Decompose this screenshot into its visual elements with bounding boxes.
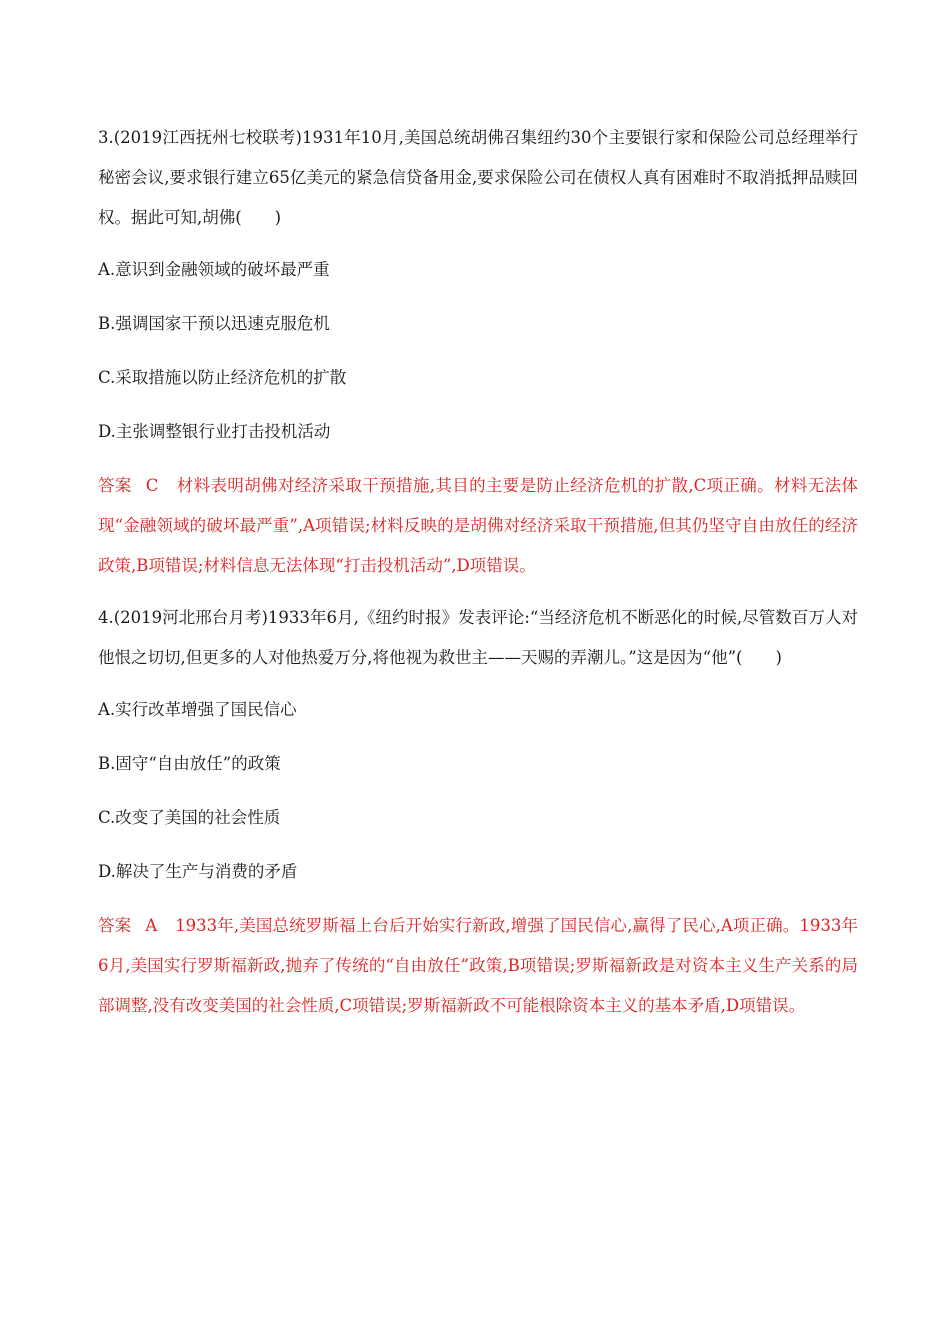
option-b: B.固守“自由放任”的政策 (98, 754, 281, 773)
answer-explanation (98, 466, 858, 586)
option-d: D.主张调整银行业打击投机活动 (98, 422, 331, 441)
answer-text: 1933年,美国总统罗斯福上台后开始实行新政,增强了国民信心,赢得了民心,A项正确。1933年6月,美国实行罗斯福新政,抛弃了传统的“自由放任”政策,B项错误;罗斯福新政是对资本主义生产关系的局部调整,没有改变美国的社会性质,C项错误;罗斯福新政不可能根除资本主义的基本矛盾,D项错误。 (98, 916, 858, 1015)
answer-label: 答案 (98, 916, 132, 935)
option-c: C.采取措施以防止经济危机的扩散 (98, 368, 347, 387)
question-stem: 4.(2019河北邢台月考)1933年6月,《纽约时报》发表评论:“当经济危机不断恶化的时候,尽管数百万人对他恨之切切,但更多的人对他热爱万分,将他视为救世主——天赐的弄潮儿。”这是因为“他”( ) (98, 608, 858, 667)
answer-label: 答案 (98, 476, 132, 495)
question-list (98, 118, 858, 1038)
question-4 (98, 598, 858, 1026)
option-d: D.解决了生产与消费的矛盾 (98, 862, 298, 881)
answer-key: C (145, 476, 159, 495)
option-a: A.意识到金融领域的破坏最严重 (98, 260, 330, 279)
answer-explanation (98, 906, 858, 1026)
question-3 (98, 118, 858, 586)
answer-text: 材料表明胡佛对经济采取干预措施,其目的主要是防止经济危机的扩散,C项正确。材料无法体现“金融领域的破坏最严重”,A项错误;材料反映的是胡佛对经济采取干预措施,但其仍坚守自由放任的经济政策,B项错误;材料信息无法体现“打击投机活动”,D项错误。 (98, 476, 858, 575)
option-c: C.改变了美国的社会性质 (98, 808, 281, 827)
question-stem: 3.(2019江西抚州七校联考)1931年10月,美国总统胡佛召集纽约30个主要银行家和保险公司总经理举行秘密会议,要求银行建立65亿美元的紧急信贷备用金,要求保险公司在债权人真有困难时不取消抵押品赎回权。据此可知,胡佛( ) (98, 128, 858, 227)
answer-key: A (145, 916, 158, 935)
option-b: B.强调国家干预以迅速克服危机 (98, 314, 330, 333)
option-a: A.实行改革增强了国民信心 (98, 700, 297, 719)
